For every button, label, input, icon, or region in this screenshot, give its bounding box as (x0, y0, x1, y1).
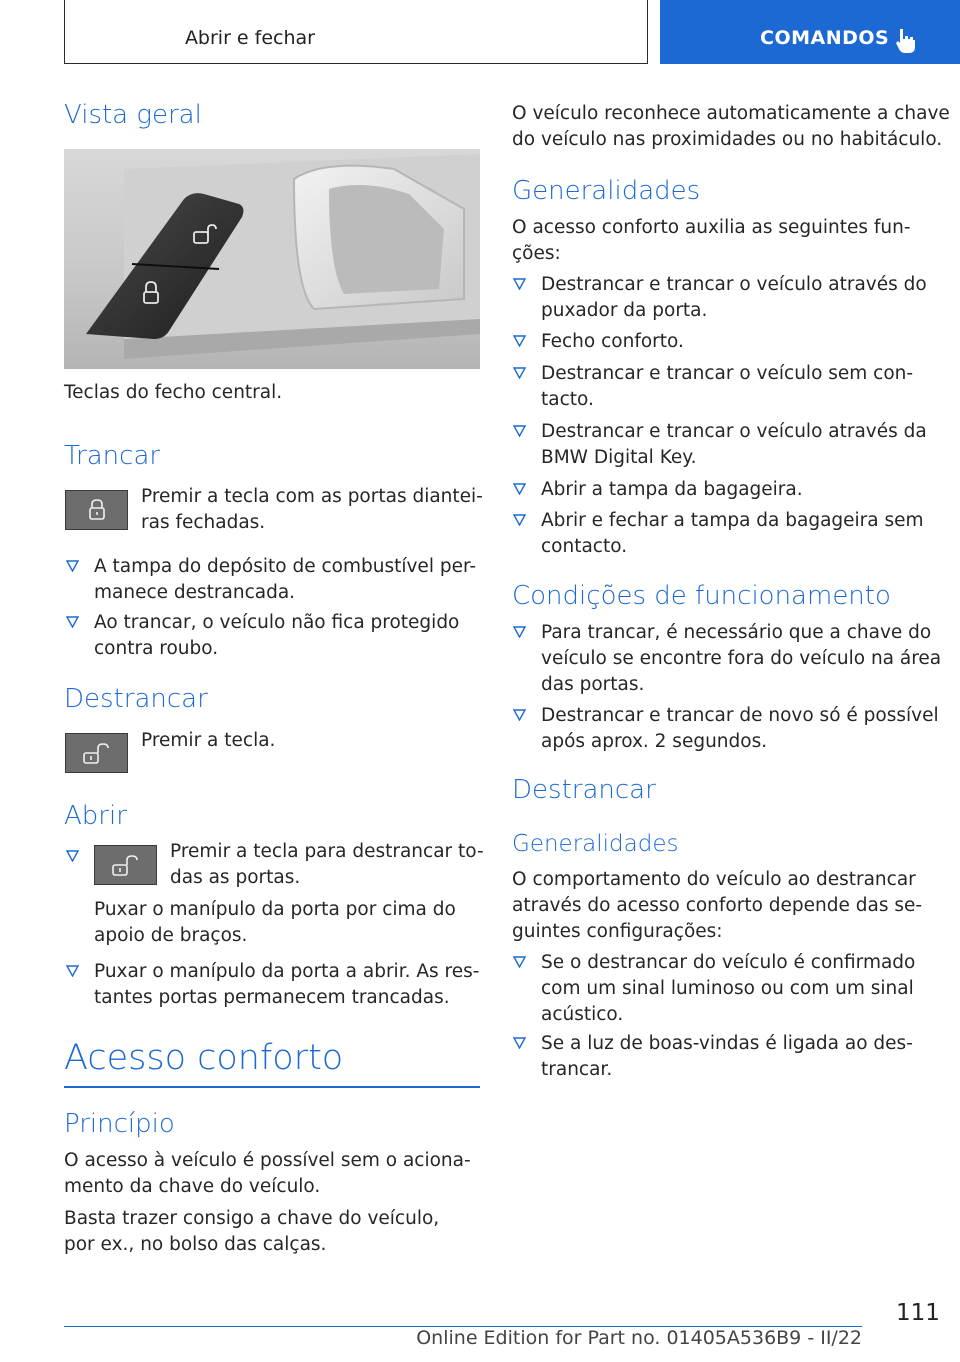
dest-bullet2-line2: trancar. (541, 1059, 613, 1080)
cond-bullet1-line2: veículo se encontre fora do veículo na área (541, 648, 942, 669)
cond-bullet2-line1: Destrancar e trancar de novo só é possível (541, 705, 939, 726)
gen-bullet4-line2: BMW Digital Key. (541, 447, 697, 468)
dest-bullet2-line1: Se a luz de boas-vindas é ligada ao des- (541, 1033, 913, 1054)
gen-bullet4-line1: Destrancar e trancar o veículo através da (541, 421, 927, 442)
gen-bullet6-line1: Abrir e fechar a tampa da bagageira sem (541, 510, 924, 531)
abrir-heading: Abrir (64, 801, 127, 831)
gen-bullet5-line1: Abrir a tampa da bagageira. (541, 479, 803, 500)
gen-bullet3-line2: tacto. (541, 389, 594, 410)
principio-p2-line2: por ex., no bolso das calças. (64, 1234, 327, 1255)
header-section-title: Abrir e fechar (184, 27, 315, 49)
principio-p1-line1: O acesso à veículo é possível sem o aciona- (64, 1150, 471, 1171)
heading-underline (64, 1086, 480, 1088)
bullet-triangle-icon (513, 1037, 526, 1049)
acesso-conforto-heading: Acesso conforto (64, 1038, 344, 1078)
dest-bullet1-line2: com um sinal luminoso ou com um sinal (541, 978, 914, 999)
abrir-bullet1-line2: das as portas. (170, 867, 301, 888)
destrancar-heading: Destrancar (64, 684, 208, 714)
trancar-bullet1-line1: A tampa do depósito de combustível per- (94, 556, 477, 577)
gen-bullet1-line1: Destrancar e trancar o veículo através do (541, 274, 927, 295)
lock-icon (66, 491, 129, 531)
abrir-bullet1-para2-line1: Puxar o manípulo da porta por cima do (94, 899, 456, 920)
door-panel-photo (64, 149, 480, 369)
bullet-triangle-icon (513, 626, 526, 638)
cond-bullet2-line2: após aprox. 2 segundos. (541, 731, 768, 752)
header-section-box (64, 0, 648, 64)
bullet-triangle-icon (66, 560, 79, 572)
abrir-bullet1-line1: Premir a tecla para destrancar to- (170, 841, 484, 862)
intro-line1: O veículo reconhece automaticamente a chave (512, 103, 950, 124)
dest-bullet1-line1: Se o destrancar do veículo é confirmado (541, 952, 916, 973)
dest-bullet1-line3: acústico. (541, 1004, 624, 1025)
destrancar-text-line3: guintes configurações: (512, 921, 723, 942)
unlock-key-button (94, 845, 157, 885)
trancar-bullet2-line2: contra roubo. (94, 638, 219, 659)
unlock-icon (66, 734, 129, 774)
abrir-bullet1-para2-line2: apoio de braços. (94, 925, 248, 946)
principio-p2-line1: Basta trazer consigo a chave do veículo, (64, 1208, 440, 1229)
abrir-bullet2-line2: tantes portas permanecem trancadas. (94, 987, 450, 1008)
bullet-triangle-icon (66, 850, 79, 862)
destrancar-generalidades-heading: Generalidades (512, 831, 679, 857)
trancar-heading: Trancar (64, 441, 161, 471)
intro-line2: do veículo nas proximidades ou no habitáculo. (512, 129, 943, 150)
bullet-triangle-icon (66, 616, 79, 628)
trancar-bullet1-line2: manece destrancada. (94, 582, 296, 603)
destrancar-right-heading: Destrancar (512, 775, 656, 805)
destrancar-text-line2: através do acesso conforto depende das se- (512, 895, 923, 916)
photo-caption: Teclas do fecho central. (64, 382, 283, 403)
gen-bullet1-line2: puxador da porta. (541, 300, 708, 321)
lock-key-button (65, 490, 128, 530)
generalidades-text-line2: ções: (512, 243, 561, 264)
bullet-triangle-icon (513, 278, 526, 290)
condicoes-heading: Condições de funcionamento (512, 581, 891, 611)
generalidades-heading: Generalidades (512, 176, 701, 206)
principio-heading: Princípio (64, 1109, 175, 1139)
header-chapter-title: COMANDOS (760, 27, 890, 49)
bullet-triangle-icon (513, 335, 526, 347)
trancar-text-line2: ras fechadas. (141, 512, 266, 533)
destrancar-text: Premir a tecla. (141, 730, 276, 751)
bullet-triangle-icon (513, 425, 526, 437)
cond-bullet1-line3: das portas. (541, 674, 645, 695)
vista-geral-heading: Vista geral (64, 100, 202, 130)
header-chapter-tab (660, 0, 960, 64)
generalidades-text-line1: O acesso conforto auxilia as seguintes fun- (512, 217, 911, 238)
bullet-triangle-icon (513, 483, 526, 495)
gen-bullet2-line1: Fecho conforto. (541, 331, 684, 352)
hand-pointer-icon (894, 27, 920, 55)
principio-p1-line2: mento da chave do veículo. (64, 1176, 321, 1197)
footer-edition: Online Edition for Part no. 01405A536B9 - II/22 (416, 1327, 862, 1349)
bullet-triangle-icon (66, 965, 79, 977)
gen-bullet6-line2: contacto. (541, 536, 628, 557)
cond-bullet1-line1: Para trancar, é necessário que a chave do (541, 622, 932, 643)
trancar-text-line1: Premir a tecla com as portas diantei- (141, 486, 483, 507)
trancar-bullet2-line1: Ao trancar, o veículo não fica protegido (94, 612, 460, 633)
unlock-icon (95, 846, 158, 886)
gen-bullet3-line1: Destrancar e trancar o veículo sem con- (541, 363, 914, 384)
unlock-key-button (65, 733, 128, 773)
bullet-triangle-icon (513, 367, 526, 379)
destrancar-text-line1: O comportamento do veículo ao destrancar (512, 869, 916, 890)
page-number: 111 (896, 1300, 940, 1326)
bullet-triangle-icon (513, 709, 526, 721)
bullet-triangle-icon (513, 514, 526, 526)
abrir-bullet2-line1: Puxar o manípulo da porta a abrir. As res- (94, 961, 480, 982)
bullet-triangle-icon (513, 956, 526, 968)
